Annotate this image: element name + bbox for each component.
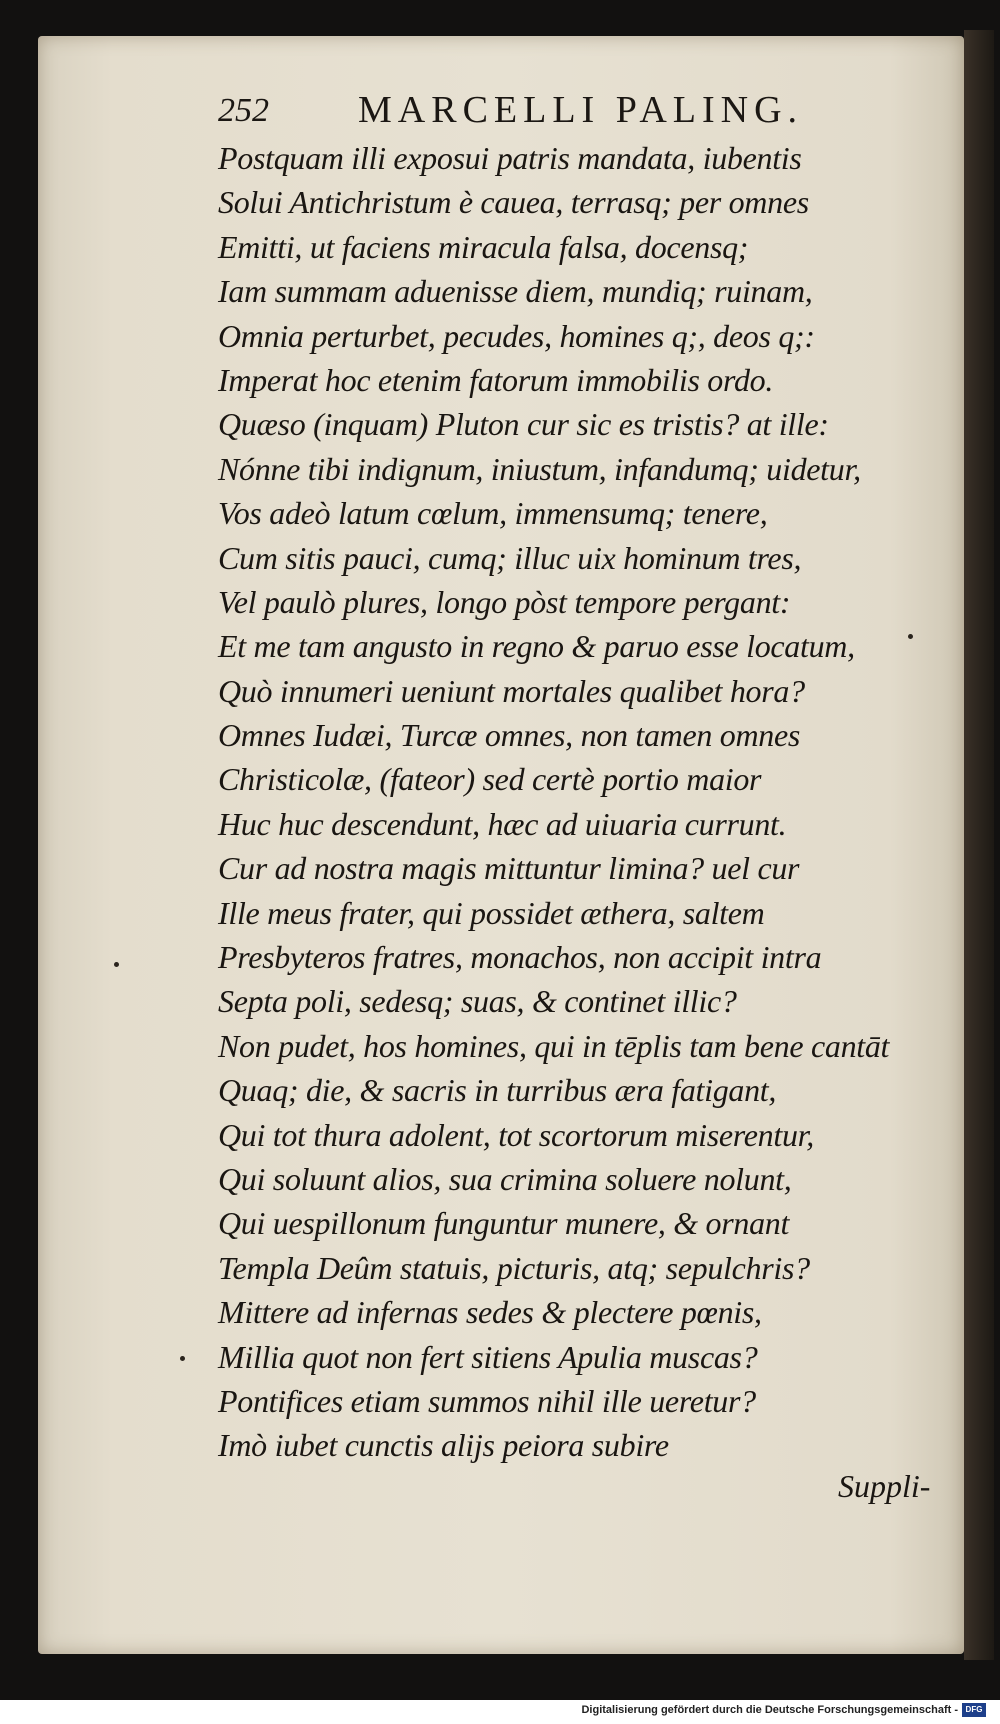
verse-line: Qui soluunt alios, sua crimina soluere nolunt,: [218, 1160, 792, 1197]
verse-line: Iam summam aduenisse diem, mundiq; ruinam,: [218, 273, 813, 310]
verse-line: Quæso (inquam) Pluton cur sic es tristis? at ille:: [218, 406, 829, 443]
verse-line: Emitti, ut faciens miracula falsa, docensq;: [218, 228, 749, 265]
ink-speck: [114, 962, 119, 967]
verse-line: Vos adeò latum cœlum, immensumq; tenere,: [218, 495, 768, 532]
verse-line: Presbyteros fratres, monachos, non accipit intra: [218, 939, 822, 976]
page-header: [218, 88, 838, 138]
page-number: 252: [218, 92, 269, 129]
book-edge: [964, 30, 994, 1660]
verse-line: Omnes Iudæi, Turcæ omnes, non tamen omnes: [218, 717, 801, 754]
verse-line: Cur ad nostra magis mittuntur limina? uel cur: [218, 850, 800, 887]
verse-line: Mittere ad infernas sedes & plectere pœnis,: [218, 1294, 762, 1331]
verse-line: Qui tot thura adolent, tot scortorum miserentur,: [218, 1116, 814, 1153]
verse-line: Postquam illi exposui patris mandata, iubentis: [218, 140, 802, 176]
verse-line: Quaq; die, & sacris in turribus æra fatigant,: [218, 1072, 777, 1109]
ink-speck: [180, 1356, 185, 1361]
verse-line: Pontifices etiam summos nihil ille ueretur?: [218, 1382, 756, 1419]
verse-line: Solui Antichristum è cauea, terrasq; per omnes: [218, 184, 809, 221]
verse-line: Et me tam angusto in regno & paruo esse locatum,: [218, 628, 855, 665]
verse-line: Non pudet, hos homines, qui in tēplis tam bene cantāt: [218, 1027, 890, 1064]
digitization-credit: Digitalisierung gefördert durch die Deutsche Forschungsgemeinschaft -: [581, 1704, 958, 1716]
running-title: MARCELLI PALING.: [358, 89, 804, 131]
verse-line: Imperat hoc etenim fatorum immobilis ordo.: [218, 361, 774, 398]
verse-line: Qui uespillonum funguntur munere, & ornant: [218, 1205, 790, 1242]
verse-text-block: [218, 136, 958, 1468]
verse-line: Templa Deûm statuis, picturis, atq; sepulchris?: [218, 1249, 810, 1286]
verse-line: Imò iubet cunctis alijs peiora subire: [218, 1427, 669, 1464]
ink-speck: [908, 634, 913, 639]
verse-line: Septa poli, sedesq; suas, & continet illic?: [218, 983, 737, 1020]
verse-line: Nónne tibi indignum, iniustum, infandumq; uidetur,: [218, 450, 861, 487]
verse-line: Millia quot non fert sitiens Apulia muscas?: [218, 1338, 758, 1375]
verse-line: Cum sitis pauci, cumq; illuc uix hominum tres,: [218, 539, 802, 576]
verse-line: Christicolæ, (fateor) sed certè portio maior: [218, 761, 762, 798]
dfg-logo: DFG: [962, 1703, 986, 1717]
verse-line: Huc huc descendunt, hæc ad uiuaria currunt.: [218, 805, 787, 842]
catchword: Suppli-: [838, 1468, 931, 1504]
verse-line: Omnia perturbet, pecudes, homines q;, deos q;:: [218, 317, 815, 354]
verse-line: Quò innumeri ueniunt mortales qualibet hora?: [218, 672, 805, 709]
verse-line: Ille meus frater, qui possidet æthera, saltem: [218, 894, 765, 931]
verse-line: Vel paulò plures, longo pòst tempore pergant:: [218, 583, 791, 620]
